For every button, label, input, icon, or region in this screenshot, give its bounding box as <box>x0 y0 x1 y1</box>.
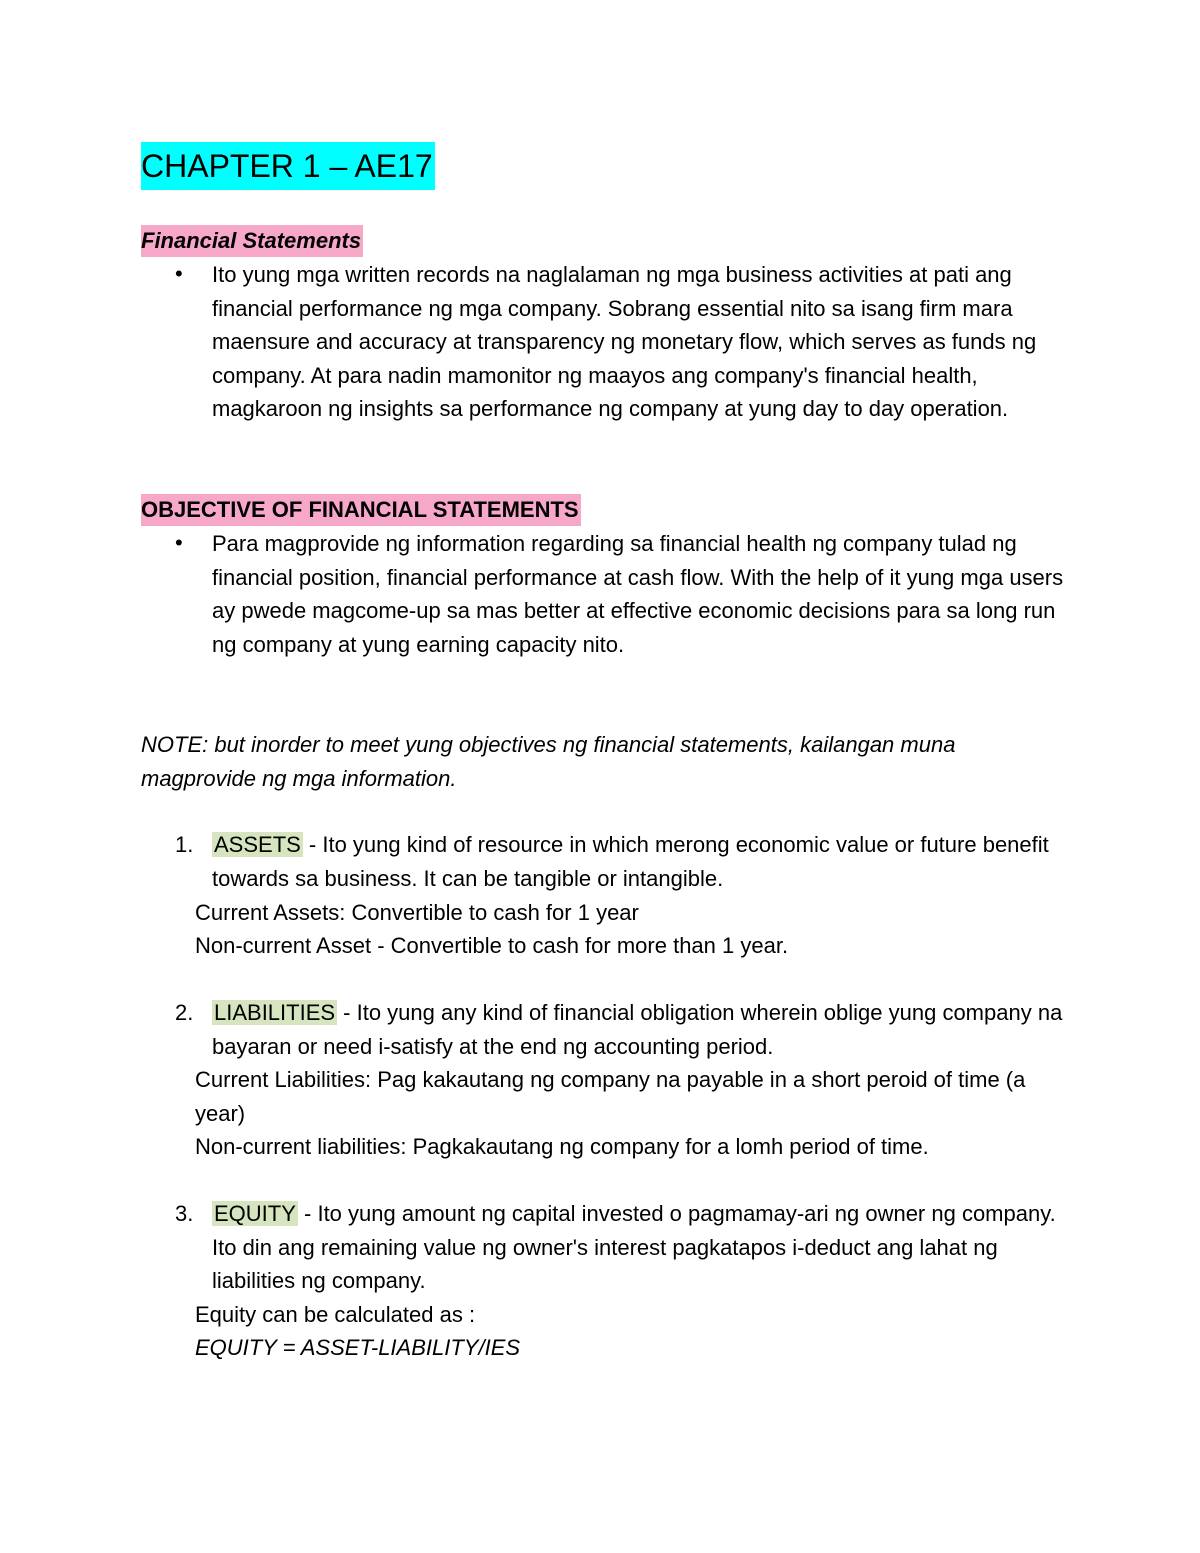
list-item-liabilities <box>212 996 1072 1063</box>
term-liabilities: LIABILITIES <box>214 1000 336 1025</box>
financial-statements-text: Ito yung mga written records na naglalaman ng mga business activities at pati ang financial performance ng mga company. Sobrang essential nito sa isang firm mara maensure and accuracy at transparency ng monetary flow, which serves as funds ng company. At para nadin mamonitor ng maayos ang company's financial health, magkaroon ng insights sa performance ng company at yung day to day operation. <box>212 262 1037 422</box>
list-number: 1. <box>175 832 194 857</box>
equity-calculation-line: Equity can be calculated as : <box>195 1302 476 1327</box>
bullet-icon: • <box>175 261 183 286</box>
list-item-assets <box>212 828 1072 895</box>
equity-definition: - Ito yung amount ng capital invested o pagmamay-ari ng owner ng company. Ito din ang remaining value ng owner's interest pagkatapos i-deduct ang lahat ng liabilities ng company. <box>212 1201 1056 1294</box>
current-assets-line: Current Assets: Convertible to cash for 1 year <box>195 900 639 925</box>
noncurrent-assets-line: Non-current Asset - Convertible to cash for more than 1 year. <box>195 933 789 958</box>
current-liabilities-line: Current Liabilities: Pag kakautang ng company na payable in a short peroid of time (a year) <box>195 1067 1026 1126</box>
bullet-icon: • <box>175 530 183 555</box>
liabilities-definition: - Ito yung any kind of financial obligation wherein oblige yung company na bayaran or need i-satisfy at the end ng accounting period. <box>212 1000 1063 1059</box>
list-number: 3. <box>175 1201 194 1226</box>
equity-formula: EQUITY = ASSET-LIABILITY/IES <box>195 1335 521 1360</box>
financial-statements-heading: Financial Statements <box>141 225 363 257</box>
list-number: 2. <box>175 1000 194 1025</box>
objective-text: Para magprovide ng information regarding sa financial health ng company tulad ng financial position, financial performance at cash flow. With the help of it yung mga users ay pwede magcome-up sa mas better at effective economic decisions para sa long run ng company at yung earning capacity nito. <box>212 531 1064 657</box>
noncurrent-liabilities-line: Non-current liabilities: Pagkakautang ng company for a lomh period of time. <box>195 1134 929 1159</box>
term-equity: EQUITY <box>214 1201 296 1226</box>
assets-definition: - Ito yung kind of resource in which merong economic value or future benefit towards sa business. It can be tangible or intangible. <box>212 832 1049 891</box>
note-text: NOTE: but inorder to meet yung objectives ng financial statements, kailangan muna magprovide ng mga information. <box>141 732 956 791</box>
chapter-title: CHAPTER 1 – AE17 <box>141 142 435 190</box>
list-item-equity <box>212 1197 1072 1298</box>
term-assets: ASSETS <box>214 832 301 857</box>
objective-heading: OBJECTIVE OF FINANCIAL STATEMENTS <box>141 494 581 526</box>
